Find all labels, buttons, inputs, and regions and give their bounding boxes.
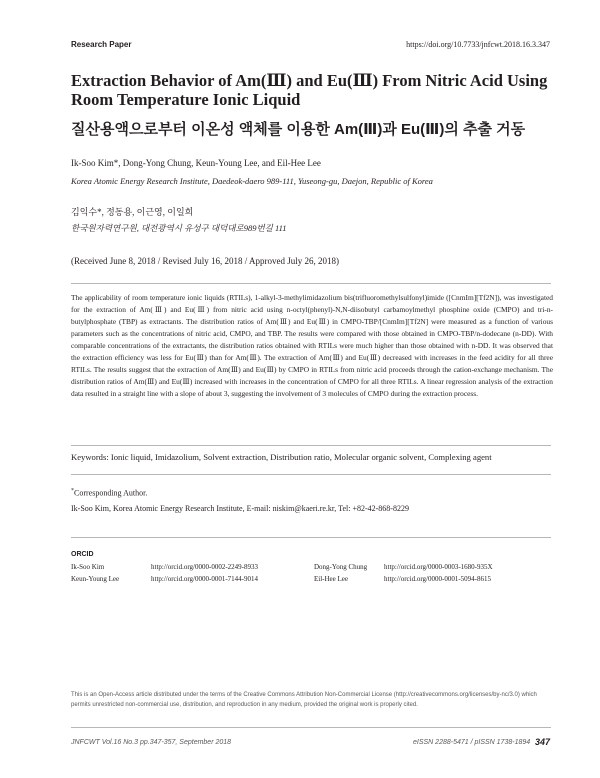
affiliation-korean: 한국원자력연구원, 대전광역시 유성구 대덕대로989번길 111 — [71, 223, 287, 233]
issn: eISSN 2288-5471 / pISSN 1738-1894 — [413, 739, 531, 746]
orcid-label: ORCID — [71, 551, 94, 558]
abstract-bottom-rule — [71, 445, 551, 446]
abstract-text: The applicability of room temperature ionic liquids (RTILs), 1-alkyl-3-methylimidazolium bis(trifluoromethylsulfonyl)imide ([CnmIm][Tf2N]), was investigated for the extraction of Am(Ⅲ) and Eu(Ⅲ) from nitric acid using n-octyl(phenyl)-N,N-diisobutyl carbamoylmethyl phosphine oxide (CMPO) and tri-n-butylphosphate (TBP) as extractants. The distribution ratios of Am(Ⅲ) and Eu(Ⅲ) in CMPO-TBP/[CnmIm][Tf2N] were measured as a function of various parameters such as the concentrations of nitric acid, CMPO, and TBP. The results were compared with those obtained in CMPO-TBP/n-dodecane (n-DD). With comparable concentrations of the extractants, the distribution ratios obtained with RTILs were much higher than those obtained with n-DD. It was observed that the extraction efficiency was less for Eu(Ⅲ) than for Am(Ⅲ). The extraction of Am(Ⅲ) and Eu(Ⅲ) decreased with increases in the feed acidity for all three RTILs. The results suggest that the extraction of Am(Ⅲ) and Eu(Ⅲ) by CMPO in RTILs from nitric acid proceeds through the cation-exchange mechanism. The distribution ratios of Am(Ⅲ) and Eu(Ⅲ) increased with increases in the concentration of CMPO for all three RTILs. A linear regression analysis of the extraction data resulted in a straight line with a slope of about 3, suggesting the involvement of 3 molecules of CMPO during the extraction process. — [71, 293, 553, 398]
received-dates: (Received June 8, 2018 / Revised July 16, 2018 / Approved July 26, 2018) — [71, 256, 339, 266]
title-english: Extraction Behavior of Am(Ⅲ) and Eu(Ⅲ) From Nitric Acid Using Room Temperature Ionic Liquid — [71, 71, 548, 109]
author-list-korean: 김익수*, 정동용, 이근영, 이일희 — [71, 207, 194, 217]
keywords-rule — [71, 474, 551, 475]
orcid-url[interactable]: http://orcid.org/0000-0001-7144-9014 — [151, 575, 258, 583]
corresponding-label — [71, 488, 147, 498]
keywords: Keywords: Ionic liquid, Imidazolium, Solvent extraction, Distribution ratio, Molecular organic solvent, Complexing agent — [71, 452, 492, 462]
orcid-name: Dong-Yong Chung — [314, 563, 368, 571]
orcid-url[interactable]: http://orcid.org/0000-0003-1680-935X — [384, 563, 493, 571]
affiliation: Korea Atomic Energy Research Institute, Daedeok-daero 989-111, Yuseong-gu, Daejon, Republic of Korea — [71, 176, 433, 186]
author-list: Ik-Soo Kim*, Dong-Yong Chung, Keun-Young Lee, and Eil-Hee Lee — [71, 158, 321, 168]
article-type: Research Paper — [71, 40, 132, 49]
corresponding-label-text: Corresponding Author. — [74, 488, 148, 498]
doi-link[interactable]: https://doi.org/10.7733/jnfcwt.2018.16.3.347 — [406, 40, 550, 49]
orcid-url[interactable]: http://orcid.org/0000-0002-2249-8933 — [151, 563, 258, 571]
abstract-top-rule — [71, 283, 551, 284]
title-korean: 질산용액으로부터 이온성 액체를 이용한 Am(Ⅲ)과 Eu(Ⅲ)의 추출 거동 — [71, 121, 526, 138]
orcid-name: Eil-Hee Lee — [314, 575, 349, 583]
orcid-name: Keun-Young Lee — [71, 575, 120, 583]
page-number: 347 — [535, 737, 551, 747]
license-note: This is an Open-Access article distributed under the terms of the Creative Commons Attribution Non-Commercial License (http://creativecommons.org/licenses/by-nc/3.0) which permits unrestricted non-commercial use, distribution, and reproduction in any medium, provided the original work is properly cited. — [71, 692, 537, 708]
corresponding-info: Ik-Soo Kim, Korea Atomic Energy Research Institute, E-mail: niskim@kaeri.re.kr, Tel: +82-42-868-8229 — [71, 504, 409, 513]
asterisk-mark: * — [71, 488, 74, 494]
orcid-rule — [71, 537, 551, 538]
footer-rule — [71, 727, 551, 728]
journal-citation: JNFCWT Vol.16 No.3 pp.347-357, September 2018 — [71, 739, 232, 746]
orcid-name: Ik-Soo Kim — [71, 563, 105, 571]
orcid-url[interactable]: http://orcid.org/0000-0001-5094-8615 — [384, 575, 491, 583]
